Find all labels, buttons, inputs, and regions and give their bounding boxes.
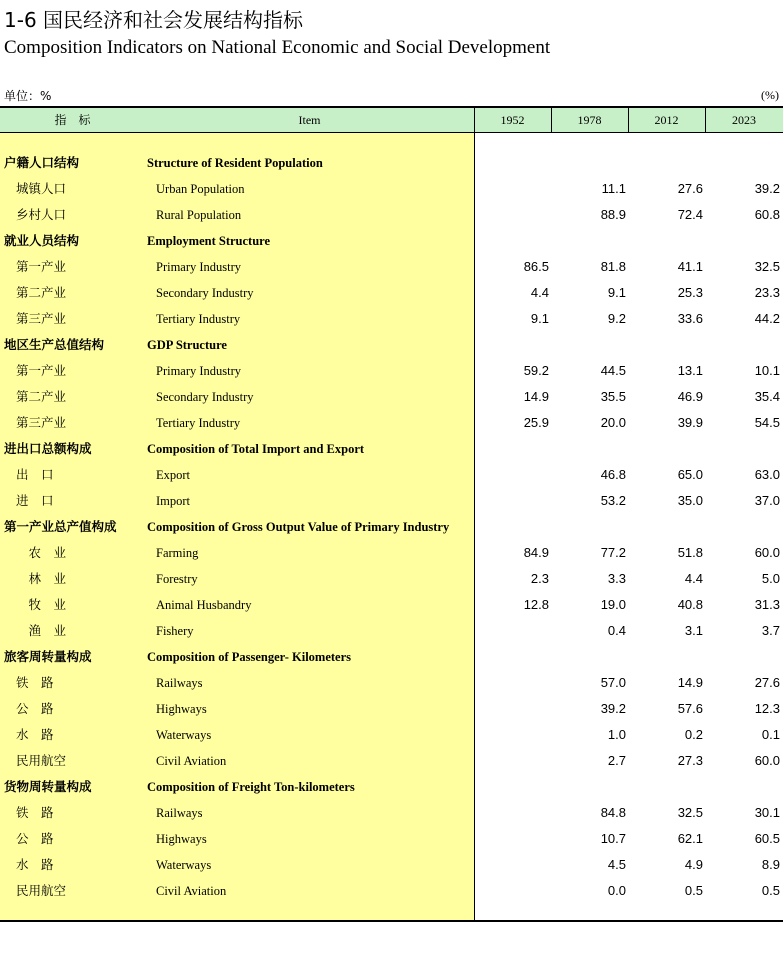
value-1952: 4.4 (530, 285, 549, 300)
value-2023: 0.5 (761, 883, 780, 898)
value-2012: 0.2 (684, 727, 703, 742)
header-year-1978: 1978 (577, 113, 602, 127)
indicator-cn: 第二产业 (16, 285, 67, 300)
indicator-en: Fishery (156, 624, 194, 638)
page-title-chinese: 1-6 国民经济和社会发展结构指标 (4, 8, 304, 32)
value-2012: 35.0 (677, 493, 703, 508)
indicator-cn: 公 路 (16, 701, 54, 716)
indicator-cn: 地区生产总值结构 (4, 337, 105, 352)
table-row (0, 696, 783, 722)
value-2012: 33.6 (677, 311, 703, 326)
indicator-en: Rural Population (156, 208, 242, 222)
value-1978: 3.3 (607, 571, 626, 586)
indicator-en: Highways (156, 832, 207, 846)
category-row (0, 150, 783, 176)
header-item: Item (298, 113, 321, 127)
value-1978: 0.4 (607, 623, 626, 638)
page-title-english: Composition Indicators on National Economic and Social Development (4, 37, 551, 58)
value-2012: 32.5 (677, 805, 703, 820)
value-2012: 57.6 (677, 701, 703, 716)
indicator-cn: 第三产业 (16, 415, 67, 430)
indicator-cn: 公 路 (16, 831, 54, 846)
value-2012: 51.8 (677, 545, 703, 560)
indicator-en: Tertiary Industry (156, 416, 241, 430)
indicator-cn: 水 路 (16, 727, 54, 742)
indicator-en: Secondary Industry (156, 286, 254, 300)
value-1978: 9.1 (607, 285, 626, 300)
value-1978: 53.2 (600, 493, 626, 508)
indicator-en: Structure of Resident Population (147, 156, 323, 170)
value-1978: 57.0 (600, 675, 626, 690)
indicator-cn: 第一产业 (16, 259, 67, 274)
table-row (0, 592, 783, 618)
value-2012: 14.9 (677, 675, 703, 690)
indicator-en: Animal Husbandry (156, 598, 252, 612)
value-2012: 0.5 (684, 883, 703, 898)
indicator-en: Civil Aviation (156, 884, 227, 898)
indicator-cn: 进出口总额构成 (4, 441, 92, 456)
value-2023: 60.5 (754, 831, 780, 846)
value-2023: 12.3 (754, 701, 780, 716)
category-row (0, 436, 783, 462)
indicator-en: Urban Population (156, 182, 245, 196)
value-2023: 5.0 (761, 571, 780, 586)
table-row (0, 566, 783, 592)
indicator-cn: 民用航空 (16, 753, 67, 768)
value-2023: 23.3 (754, 285, 780, 300)
indicator-en: GDP Structure (147, 338, 227, 352)
value-1952: 86.5 (523, 259, 549, 274)
indicator-en: Highways (156, 702, 207, 716)
indicator-cn: 出 口 (16, 467, 54, 482)
value-1978: 84.8 (600, 805, 626, 820)
table-row (0, 540, 783, 566)
value-2012: 72.4 (677, 207, 703, 222)
value-2023: 0.1 (761, 727, 780, 742)
value-2012: 4.4 (684, 571, 703, 586)
indicator-en: Composition of Passenger- Kilometers (147, 650, 352, 664)
indicator-cn: 铁 路 (16, 675, 54, 690)
value-1978: 81.8 (600, 259, 626, 274)
table-row (0, 358, 783, 384)
indicator-en: Composition of Freight Ton-kilometers (147, 780, 355, 794)
value-1952: 2.3 (530, 571, 549, 586)
value-2012: 40.8 (677, 597, 703, 612)
indicator-en: Import (156, 494, 191, 508)
table-row (0, 722, 783, 748)
value-2023: 31.3 (754, 597, 780, 612)
header-year-2012: 2012 (654, 113, 679, 127)
indicator-cn: 铁 路 (16, 805, 54, 820)
value-2023: 39.2 (754, 181, 780, 196)
column-divider (628, 106, 629, 133)
table-row (0, 800, 783, 826)
indicator-cn: 民用航空 (16, 883, 67, 898)
value-1952: 84.9 (523, 545, 549, 560)
value-1952: 12.8 (523, 597, 549, 612)
indicator-en: Waterways (156, 858, 212, 872)
table-row (0, 254, 783, 280)
category-row (0, 514, 783, 540)
table-row (0, 670, 783, 696)
value-1978: 46.8 (600, 467, 626, 482)
value-2023: 35.4 (754, 389, 780, 404)
table-row (0, 748, 783, 774)
column-divider (705, 106, 706, 133)
indicator-cn: 乡村人口 (16, 207, 67, 222)
indicator-en: Waterways (156, 728, 212, 742)
indicator-en: Secondary Industry (156, 390, 254, 404)
value-2023: 63.0 (754, 467, 780, 482)
value-1978: 2.7 (607, 753, 626, 768)
category-row (0, 228, 783, 254)
value-1978: 0.0 (607, 883, 626, 898)
value-2023: 60.8 (754, 207, 780, 222)
indicator-en: Forestry (156, 572, 198, 586)
value-2023: 10.1 (754, 363, 780, 378)
value-1978: 9.2 (607, 311, 626, 326)
indicator-cn: 第二产业 (16, 389, 67, 404)
table-row (0, 384, 783, 410)
value-2012: 46.9 (677, 389, 703, 404)
value-2012: 4.9 (684, 857, 703, 872)
value-2012: 27.6 (677, 181, 703, 196)
indicator-cn: 牧 业 (16, 597, 67, 612)
value-2012: 3.1 (684, 623, 703, 638)
indicator-cn: 林 业 (16, 571, 67, 586)
value-2012: 27.3 (677, 753, 703, 768)
table-row (0, 306, 783, 332)
column-divider (551, 106, 552, 133)
indicator-en: Farming (156, 546, 199, 560)
indicator-cn: 水 路 (16, 857, 54, 872)
value-1978: 10.7 (600, 831, 626, 846)
indicator-cn: 农 业 (16, 545, 67, 560)
value-1978: 11.1 (601, 181, 626, 196)
value-1978: 4.5 (607, 857, 626, 872)
value-1952: 9.1 (530, 311, 549, 326)
value-2023: 8.9 (761, 857, 780, 872)
value-2023: 3.7 (761, 623, 780, 638)
value-1978: 39.2 (600, 701, 626, 716)
table-header (0, 106, 783, 133)
value-2023: 54.5 (754, 415, 780, 430)
value-2023: 32.5 (754, 259, 780, 274)
indicator-en: Tertiary Industry (156, 312, 241, 326)
value-1978: 1.0 (607, 727, 626, 742)
value-1978: 44.5 (600, 363, 626, 378)
value-1978: 77.2 (600, 545, 626, 560)
table-row (0, 878, 783, 904)
value-1952: 59.2 (523, 363, 549, 378)
value-2012: 13.1 (677, 363, 703, 378)
indicator-en: Primary Industry (156, 260, 242, 274)
value-2023: 27.6 (754, 675, 780, 690)
value-2012: 39.9 (677, 415, 703, 430)
indicator-cn: 第一产业 (16, 363, 67, 378)
table-body (0, 150, 783, 904)
indicator-cn: 第一产业总产值构成 (4, 519, 117, 534)
table-row (0, 852, 783, 878)
indicator-cn: 旅客周转量构成 (4, 649, 92, 664)
category-row (0, 774, 783, 800)
indicator-en: Composition of Gross Output Value of Primary Industry (147, 520, 450, 534)
value-2023: 37.0 (754, 493, 780, 508)
table-row (0, 826, 783, 852)
value-2012: 65.0 (677, 467, 703, 482)
value-2023: 60.0 (754, 545, 780, 560)
header-indicator: 指 标 (54, 113, 91, 127)
value-2012: 62.1 (677, 831, 703, 846)
value-1978: 88.9 (600, 207, 626, 222)
value-1978: 35.5 (600, 389, 626, 404)
indicator-en: Composition of Total Import and Export (147, 442, 365, 456)
unit-label-percent: (%) (761, 88, 779, 102)
table-row (0, 618, 783, 644)
indicator-en: Employment Structure (147, 234, 271, 248)
indicator-cn: 城镇人口 (16, 181, 67, 196)
indicator-cn: 户籍人口结构 (4, 155, 80, 170)
indicator-en: Export (156, 468, 191, 482)
indicator-cn: 货物周转量构成 (4, 779, 92, 794)
table-row (0, 176, 783, 202)
header-year-2023: 2023 (732, 113, 756, 127)
unit-label: 单位：% (4, 89, 52, 103)
value-2012: 41.1 (677, 259, 703, 274)
category-row (0, 644, 783, 670)
table-row (0, 462, 783, 488)
table-row (0, 280, 783, 306)
category-row (0, 332, 783, 358)
indicator-en: Civil Aviation (156, 754, 227, 768)
indicator-cn: 渔 业 (16, 623, 67, 638)
indicator-cn: 进 口 (16, 493, 54, 508)
table-bottom-rule (0, 920, 783, 922)
indicator-en: Primary Industry (156, 364, 242, 378)
indicator-en: Railways (156, 676, 203, 690)
table-row (0, 410, 783, 436)
value-2023: 60.0 (754, 753, 780, 768)
table-row (0, 202, 783, 228)
indicator-cn: 就业人员结构 (4, 233, 80, 248)
value-1978: 19.0 (600, 597, 626, 612)
indicator-table (0, 106, 783, 922)
indicator-en: Railways (156, 806, 203, 820)
table-row (0, 488, 783, 514)
header-year-1952: 1952 (500, 113, 525, 127)
value-1952: 14.9 (523, 389, 549, 404)
value-2012: 25.3 (677, 285, 703, 300)
value-1952: 25.9 (523, 415, 549, 430)
value-1978: 20.0 (600, 415, 626, 430)
value-2023: 30.1 (754, 805, 780, 820)
value-2023: 44.2 (754, 311, 780, 326)
indicator-cn: 第三产业 (16, 311, 67, 326)
